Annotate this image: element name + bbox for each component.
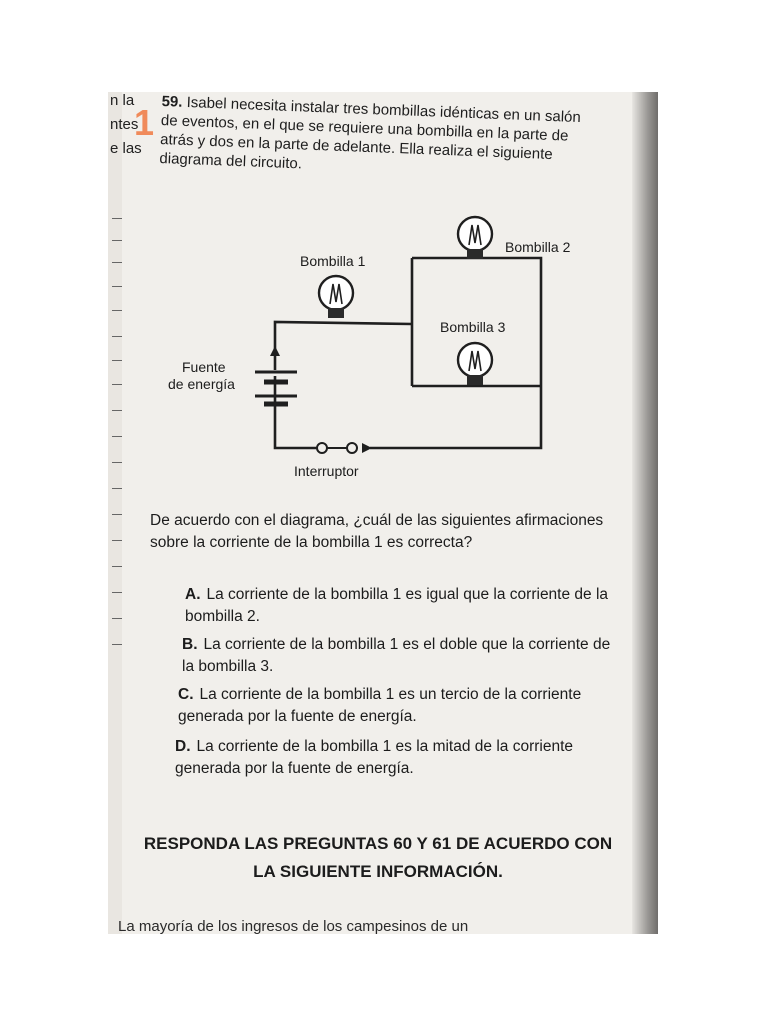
- option-d-text: La corriente de la bombilla 1 es la mitad de la corriente generada por la fuente de energía.: [175, 738, 574, 777]
- question-prompt: De acuerdo con el diagrama, ¿cuál de las siguientes afirmaciones sobre la corriente de la bombilla 1 es correcta?: [150, 512, 604, 551]
- bulb-1-icon: [319, 276, 353, 318]
- option-c-text: La corriente de la bombilla 1 es un tercio de la corriente generada por la fuente de energía.: [178, 686, 582, 725]
- option-a-letter: A.: [185, 586, 201, 603]
- switch-symbol: [300, 443, 372, 453]
- bulb-3-label: Bombilla 3: [440, 319, 506, 335]
- switch-label: Interruptor: [294, 463, 359, 479]
- wire-left: [275, 322, 412, 400]
- source-label-line1: Fuente: [182, 359, 226, 375]
- side-word: n la: [110, 92, 135, 109]
- wire-bottom-left: [275, 400, 300, 448]
- question-number: 59.: [161, 92, 183, 111]
- page-marker: 1: [134, 102, 155, 143]
- side-word: ntes: [110, 116, 139, 133]
- option-a-text: La corriente de la bombilla 1 es igual que la corriente de la bombilla 2.: [185, 586, 609, 625]
- option-a[interactable]: [185, 584, 615, 628]
- wire-right-loop: [370, 258, 541, 448]
- option-d-letter: D.: [175, 738, 191, 755]
- option-b[interactable]: [182, 634, 612, 678]
- option-b-text: La corriente de la bombilla 1 es el doble que la corriente de la bombilla 3.: [182, 636, 611, 675]
- bulb-2-label: Bombilla 2: [505, 239, 571, 255]
- option-b-letter: B.: [182, 636, 198, 653]
- section-heading-line1: RESPONDA LAS PREGUNTAS 60 Y 61 DE ACUERDO CON: [143, 834, 613, 853]
- section-heading-line2: LA SIGUIENTE INFORMACIÓN.: [253, 862, 503, 881]
- section-heading: [128, 830, 628, 886]
- bottom-cut-text: La mayoría de los ingresos de los campesinos de un: [118, 918, 469, 935]
- option-c[interactable]: [178, 684, 608, 728]
- source-label-line2: de energía: [168, 376, 235, 392]
- side-word: e las: [110, 140, 142, 157]
- option-c-letter: C.: [178, 686, 194, 703]
- bulb-2-icon: [458, 217, 492, 259]
- bulb-1-label: Bombilla 1: [300, 253, 366, 269]
- bulb-3-icon: [458, 343, 492, 385]
- option-d[interactable]: [175, 736, 605, 780]
- question-59-body: Isabel necesita instalar tres bombillas idénticas en un salón de eventos, en el que se requiere una bombilla en la parte de atrás y dos en la parte de adelante. Ella realiza el siguiente diagrama del circuito.: [159, 93, 582, 173]
- battery-symbol: [255, 346, 297, 404]
